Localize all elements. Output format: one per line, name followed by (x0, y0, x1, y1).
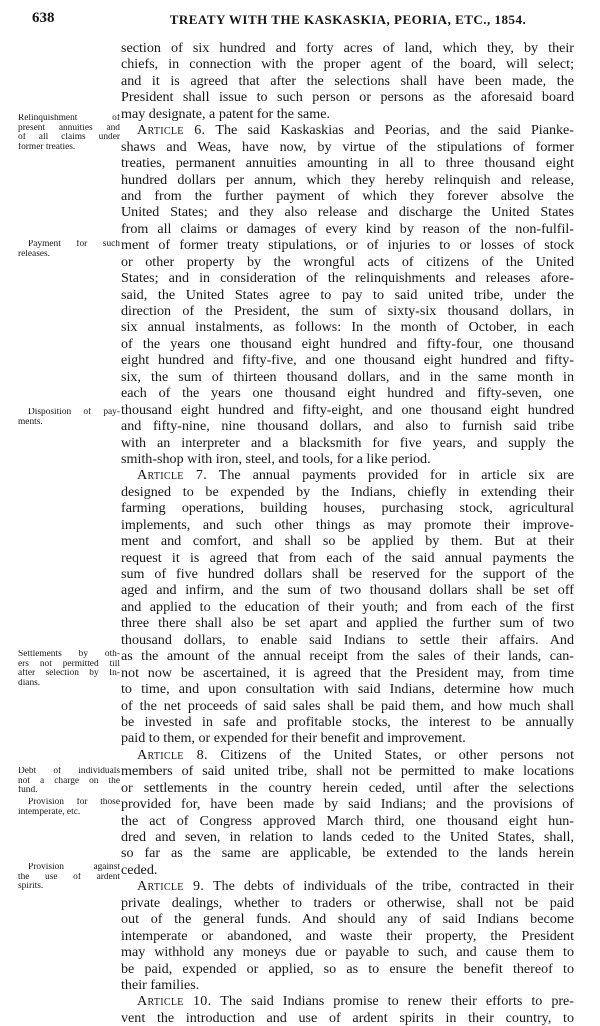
margin-note-line: intemperate, etc. (18, 807, 81, 817)
text-line: three there shall also be set apart and applied the further sum of two (121, 615, 574, 632)
margin-note-line: Debt of individuals (18, 767, 120, 776)
article-10-heading: Article 10. (137, 993, 212, 1010)
article-7-heading: Article 7. (137, 467, 208, 484)
text-line: or settlements in the country herein ceded, until after the selections (121, 779, 574, 796)
page-header (32, 10, 574, 30)
text-line: be paid, expended or applied, so as to ensure the benefit thereof to (121, 960, 574, 977)
text-line: private dealings, whether to traders or otherwise, shall not be paid (121, 894, 574, 911)
text-line: may withhold any moneys due or payable to such, and cause them to (121, 944, 574, 961)
article-7-start (121, 467, 574, 483)
article-9-heading: Article 9. (137, 878, 205, 895)
text-line: the act of Congress approved March third, one thousand eight hun- (121, 812, 574, 829)
text-line: out of the general funds. And should any of said Indians become (121, 911, 574, 928)
text-line: intemperate or abandoned, and waste their property, the President (121, 927, 574, 944)
text-line: vent the introduction and use of ardent spirits in their country, to (121, 1009, 574, 1026)
text-line: dred and seven, in relation to lands ceded to the United States, shall, (121, 829, 574, 845)
text-line: so far as the same are applicable, be extended to the lands herein (121, 845, 574, 862)
page-number: 638 (32, 10, 55, 26)
text-line: sum of five hundred dollars shall be reserved for the support of the (121, 566, 574, 582)
margin-note-line: Disposition of pay- (28, 408, 120, 417)
text-line: to time, and upon consultation with said Indians, determine how much (121, 681, 574, 698)
margin-note-line: of all claims under (18, 133, 120, 143)
text-line: United States; and they also release and discharge the United States (121, 204, 574, 221)
margin-note-line: spirits. (18, 882, 44, 892)
text-line: The said Indians promise to renew their efforts to pre- (211, 993, 574, 1010)
margin-note-line: Provision for those (28, 798, 120, 807)
text-line: direction of the President, the sum of sixty-six thousand dollars, in (121, 303, 574, 319)
margin-note-ardent-spirits (18, 863, 120, 892)
text-line: The said Kaskaskias and Peorias, and the said Pianke- (205, 122, 574, 139)
margin-note-line: ers not permitted till (18, 659, 120, 669)
text-line: The annual payments provided for in article six are (207, 467, 574, 484)
text-line: and it is agreed that after the selections shall have been made, the (121, 72, 574, 89)
margin-note-relinquishment (18, 114, 120, 152)
text-line: hundred dollars per annum, which they hereby relinquish and release, (121, 171, 574, 188)
text-line: six, the sum of thirteen thousand dollars, and in the same month in (121, 368, 574, 385)
text-line: their families. (121, 976, 200, 993)
margin-note-line: dians. (18, 678, 41, 688)
article-6-heading: Article 6. (137, 122, 206, 139)
margin-note-disposition (18, 408, 120, 427)
margin-note-line: fund. (18, 786, 38, 796)
text-line: chiefs, in connection with the proper agent of the board, will select; (121, 56, 574, 73)
text-line: be invested in safe and profitable stocks, the interest to be annually (121, 713, 574, 730)
text-line: thousand dollars, to enable said Indians to settle their affairs. And (121, 631, 574, 648)
text-line: ment and comfort, and shall so be applied by them. But at their (121, 533, 574, 550)
text-line: implements, and such other things as may promote their improve- (121, 516, 574, 533)
text-line: and applied to the education of their youth; and from each of the first (121, 598, 574, 615)
text-line: as the amount of the annual receipt from the sales of their lands, can- (121, 648, 574, 665)
text-line: ment of former treaty stipulations, or of injuries to or losses of stock (121, 237, 574, 254)
text-line: farming operations, building houses, purchasing stock, agricultural (121, 500, 574, 517)
margin-note-line: releases. (18, 249, 51, 259)
text-line: and from the further payment of which they forever absolve the (121, 187, 574, 204)
article-10-start (121, 993, 574, 1009)
text-line: members of said united tribe, shall not be permitted to make locations (121, 763, 574, 780)
text-line: paid to them, or expended for their benefit and improvement. (121, 730, 466, 747)
margin-note-line: former treaties. (18, 142, 76, 152)
text-line: thousand eight hundred and fifty-eight, and one thousand eight hundred (121, 401, 574, 418)
text-line: of the net proceeds of said sales shall be paid them, and how much shall (121, 697, 574, 714)
text-line: of the years one thousand eight hundred and fifty-four, one thousand (121, 335, 574, 352)
treaty-text (121, 40, 574, 1026)
text-line: aged and infirm, and the sum of two thousand dollars shall be set off (121, 582, 574, 599)
margin-note-line: ments. (18, 417, 43, 427)
text-line: provided for, have been made by said Indians; and the provisions of (121, 796, 574, 813)
text-line: said, the United States agree to pay to said united tribe, under the (121, 286, 574, 303)
margin-note-line: Payment for such (28, 240, 120, 249)
margin-note-line: Provision against (28, 863, 120, 872)
text-line: each of the years one thousand eight hundred and fifty-seven, one (121, 385, 574, 402)
text-line: The debts of individuals of the tribe, contracted in their (204, 878, 574, 895)
text-line: section of six hundred and forty acres of land, which they, by their (121, 40, 574, 56)
article-8-start (121, 747, 574, 763)
text-line: smith-shop with iron, steel, and tools, for a like period. (121, 450, 431, 467)
text-line: eight hundred and fifty-five, and one thousand eight hundred and fifty- (121, 352, 574, 369)
text-line: may designate, a patent for the same. (121, 105, 330, 122)
text-line: or other property by the wrongful acts of citizens of the United (121, 253, 574, 270)
margin-note-settlements (18, 650, 120, 688)
text-line: President shall issue to such person or persons as the aforesaid board (121, 89, 574, 106)
text-line: ceded. (121, 861, 158, 878)
text-line: six annual instalments, as follows: In the month of October, in each (121, 319, 574, 336)
margin-note-line: the use of ardent (18, 872, 120, 882)
margin-note-line: Relinquishment of (18, 114, 120, 123)
running-head: TREATY WITH THE KASKASKIA, PEORIA, ETC., 1854. (169, 12, 527, 27)
margin-note-line: present annuities and (18, 123, 120, 133)
text-line: Citizens of the United States, or other persons not (207, 746, 574, 763)
text-line: and fifty-nine, nine thousand dollars, and also to furnish said tribe (121, 418, 574, 435)
margin-note-intemperate (18, 798, 120, 817)
article-6-start (121, 122, 574, 138)
text-line: States; and in consideration of the relinquishments and releases afore- (121, 270, 574, 287)
article-8-heading: Article 8. (137, 746, 208, 763)
margin-note-line: Settlements by oth- (18, 650, 120, 659)
margin-note-payment (18, 240, 120, 259)
text-line: from all claims or damages of every kind by reason of the non-fulfil- (121, 220, 574, 237)
text-line: designed to be expended by the Indians, chiefly in extending their (121, 483, 574, 500)
margin-note-debt (18, 767, 120, 796)
article-9-start (121, 878, 574, 894)
text-line: treaties, permanent annuities amounting in all to three thousand eight (121, 155, 574, 172)
text-line: request it is agreed that from each of the said annual payments the (121, 549, 574, 566)
text-line: not now be ascertained, it is agreed that the President may, from time (121, 664, 574, 681)
margin-note-line: after selection by In- (18, 669, 120, 679)
text-line: with an interpreter and a blacksmith for five years, and supply the (121, 434, 574, 451)
text-line: shaws and Weas, have now, by virtue of the stipulations of former (121, 138, 574, 155)
margin-note-line: not a charge on the (18, 776, 120, 786)
